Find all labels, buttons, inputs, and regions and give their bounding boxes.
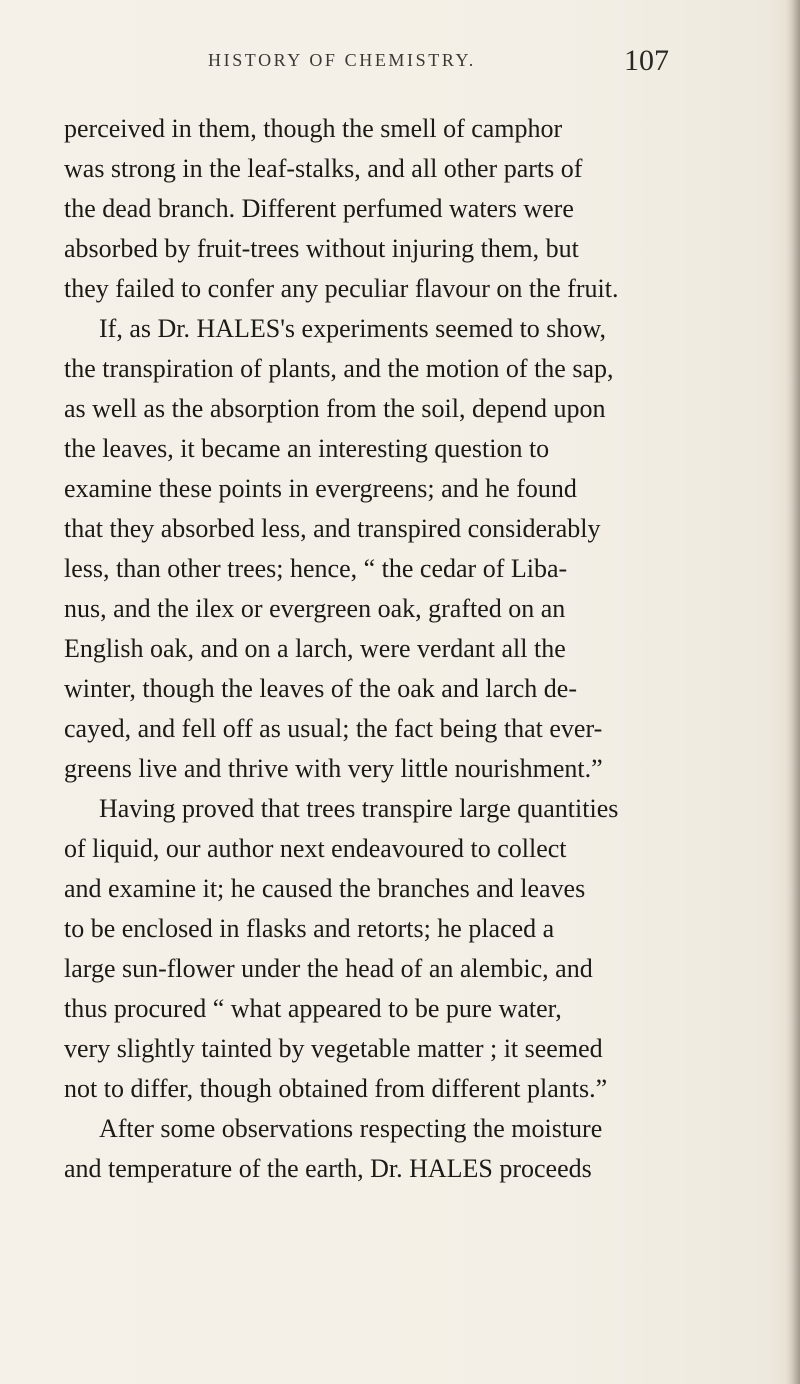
text-line: was strong in the leaf-stalks, and all other parts of: [64, 154, 583, 183]
text-line: absorbed by fruit-trees without injuring them, but: [64, 234, 579, 263]
running-head: HISTORY OF CHEMISTRY.: [208, 50, 476, 70]
text-line: thus procured “ what appeared to be pure water,: [64, 994, 562, 1023]
text-line: they failed to confer any peculiar flavour on the fruit.: [64, 274, 619, 303]
text-line: of liquid, our author next endeavoured to collect: [64, 834, 567, 863]
page-edge-shadow: [786, 0, 800, 1384]
text-line: the dead branch. Different perfumed waters were: [64, 194, 574, 223]
text-line: not to differ, though obtained from different plants.”: [64, 1074, 608, 1103]
text-line: the transpiration of plants, and the motion of the sap,: [64, 354, 614, 383]
text-line: and examine it; he caused the branches and leaves: [64, 874, 586, 903]
text-line: Having proved that trees transpire large quantities: [99, 794, 619, 823]
text-line: very slightly tainted by vegetable matter ; it seemed: [64, 1034, 603, 1063]
text-line: to be enclosed in flasks and retorts; he placed a: [64, 914, 555, 943]
text-line: as well as the absorption from the soil, depend upon: [64, 394, 606, 423]
text-line: examine these points in evergreens; and he found: [64, 474, 577, 503]
text-line: that they absorbed less, and transpired considerably: [64, 514, 601, 543]
text-line: English oak, and on a larch, were verdant all the: [64, 634, 566, 663]
text-line: If, as Dr. HALES's experiments seemed to show,: [99, 314, 607, 343]
text-line: greens live and thrive with very little nourishment.”: [64, 754, 603, 783]
text-line: and temperature of the earth, Dr. HALES proceeds: [64, 1154, 592, 1183]
text-line: large sun-flower under the head of an alembic, and: [64, 954, 593, 983]
text-line: cayed, and fell off as usual; the fact being that ever-: [64, 714, 603, 743]
text-line: the leaves, it became an interesting question to: [64, 434, 550, 463]
text-line: winter, though the leaves of the oak and larch de-: [64, 674, 577, 703]
text-line: nus, and the ilex or evergreen oak, grafted on an: [64, 594, 566, 623]
page-number: 107: [624, 44, 669, 77]
text-line: less, than other trees; hence, “ the cedar of Liba-: [64, 554, 568, 583]
page-header: [0, 44, 800, 84]
text-line: After some observations respecting the moisture: [99, 1114, 603, 1143]
text-line: perceived in them, though the smell of camphor: [64, 114, 563, 143]
